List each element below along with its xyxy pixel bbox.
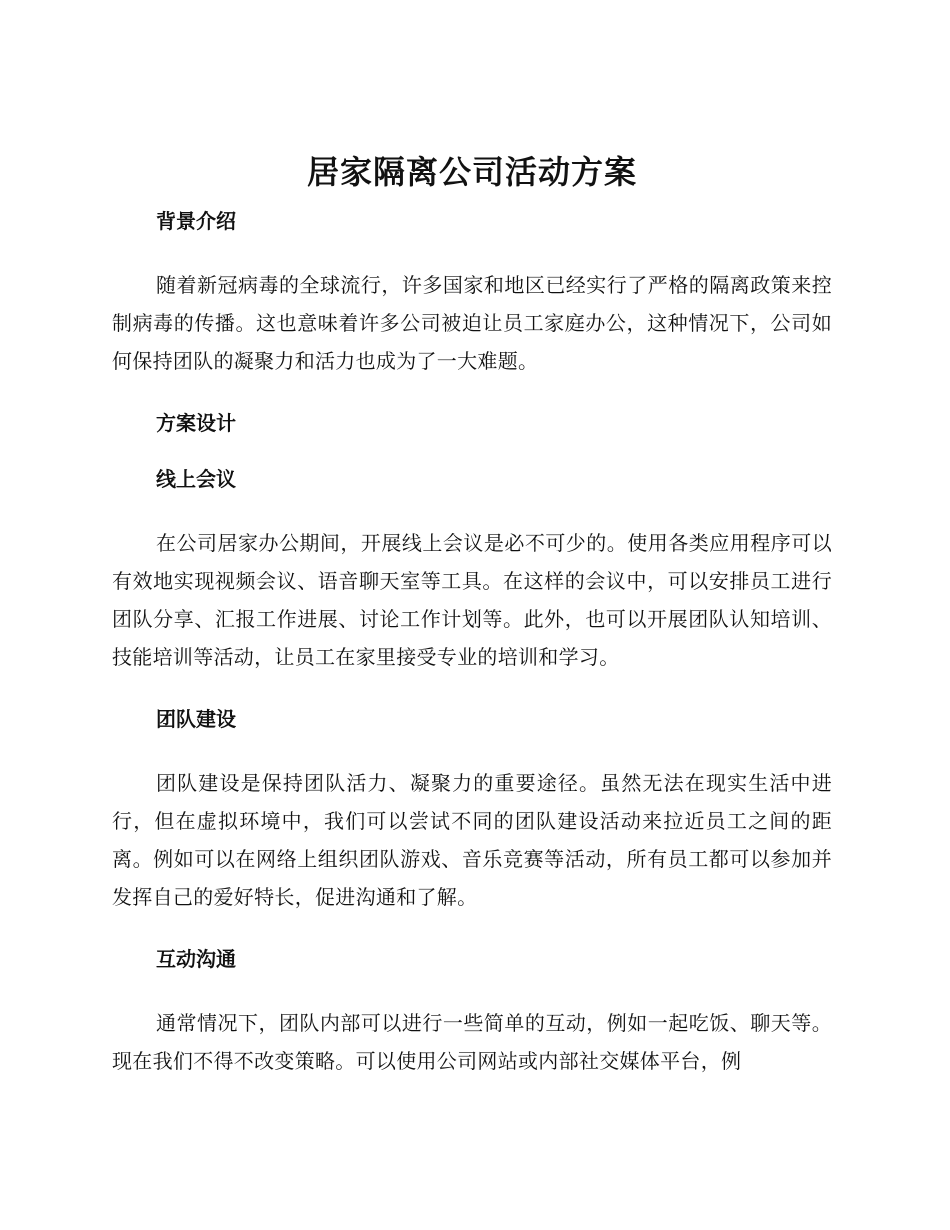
paragraph-team-building: 团队建设是保持团队活力、凝聚力的重要途径。虽然无法在现实生活中进行，但在虚拟环境中，我们可以尝试不同的团队建设活动来拉近员工之间的距离。例如可以在网络上组织团队游戏、音乐竞赛等活动，所有员工都可以参加并发挥自己的爱好特长，促进沟通和了解。 (112, 771, 832, 909)
heading-plan-design: 方案设计 (156, 411, 236, 435)
document-title: 居家隔离公司活动方案 (306, 153, 637, 191)
heading-background: 背景介绍 (156, 209, 236, 233)
paragraph-communication: 通常情况下，团队内部可以进行一些简单的互动，例如一起吃饭、聊天等。现在我们不得不改变策略。可以使用公司网站或内部社交媒体平台，例 (112, 1011, 832, 1073)
paragraph-online-meeting: 在公司居家办公期间，开展线上会议是必不可少的。使用各类应用程序可以有效地实现视频会议、语音聊天室等工具。在这样的会议中，可以安排员工进行团队分享、汇报工作进展、讨论工作计划等。此外，也可以开展团队认知培训、技能培训等活动，让员工在家里接受专业的培训和学习。 (112, 531, 832, 669)
document-body (112, 148, 832, 1080)
heading-team-building: 团队建设 (156, 707, 236, 731)
heading-communication: 互动沟通 (156, 947, 236, 971)
paragraph-background: 随着新冠病毒的全球流行，许多国家和地区已经实行了严格的隔离政策来控制病毒的传播。这也意味着许多公司被迫让员工家庭办公，这种情况下，公司如何保持团队的凝聚力和活力也成为了一大难题。 (112, 273, 832, 373)
heading-online-meeting: 线上会议 (156, 467, 236, 491)
